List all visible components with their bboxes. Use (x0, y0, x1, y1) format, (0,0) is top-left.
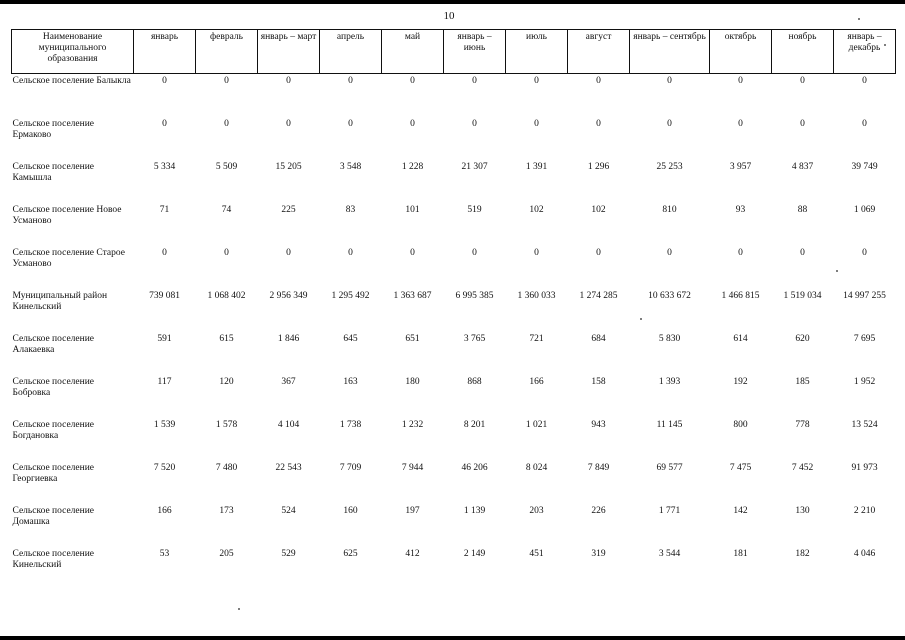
column-header-12: январь – декабрь (834, 30, 896, 74)
statistics-table (11, 29, 896, 590)
table-body (12, 74, 896, 591)
table-cell: 71 (159, 205, 170, 215)
table-cell: 529 (281, 549, 296, 559)
table-cell: 0 (348, 119, 353, 129)
municipality-name: Сельское поселение Алакаевка (12, 334, 95, 355)
table-cell: 0 (162, 119, 167, 129)
table-cell: 1 068 402 (207, 291, 246, 301)
table-cell: 8 024 (525, 463, 548, 473)
column-header-2: февраль (196, 30, 258, 74)
municipality-name: Сельское поселение Богдановка (12, 420, 95, 441)
table-cell: 0 (348, 76, 353, 86)
table-cell: 7 520 (153, 463, 176, 473)
table-cell: 166 (157, 506, 172, 516)
page-number: 10 (443, 10, 455, 22)
table-cell: 0 (862, 76, 867, 86)
table-cell: 160 (343, 506, 358, 516)
table-cell: 5 334 (153, 162, 176, 172)
table-cell: 4 104 (277, 420, 300, 430)
table-cell: 1 466 815 (721, 291, 760, 301)
table-row (12, 418, 896, 461)
table-cell: 25 253 (656, 162, 683, 172)
table-cell: 83 (345, 205, 356, 215)
table-cell: 158 (591, 377, 606, 387)
table-cell: 620 (795, 334, 810, 344)
column-header-5: май (382, 30, 444, 74)
table-cell: 3 548 (339, 162, 362, 172)
table-row (12, 117, 896, 160)
table-cell: 1 519 034 (783, 291, 822, 301)
table-row (12, 203, 896, 246)
table-cell: 0 (596, 76, 601, 86)
table-cell: 0 (596, 248, 601, 258)
table-cell: 21 307 (461, 162, 488, 172)
table-cell: 13 524 (851, 420, 878, 430)
table-cell: 0 (224, 119, 229, 129)
column-header-11: ноябрь (772, 30, 834, 74)
table-cell: 319 (591, 549, 606, 559)
table-row (12, 160, 896, 203)
table-cell: 1 295 492 (331, 291, 370, 301)
table-cell: 2 210 (853, 506, 876, 516)
table-cell: 739 081 (149, 291, 180, 301)
table-cell: 684 (591, 334, 606, 344)
table-cell: 69 577 (656, 463, 683, 473)
table-cell: 2 149 (463, 549, 486, 559)
column-header-name: Наименование муниципального образования (12, 30, 134, 74)
column-header-1: январь (134, 30, 196, 74)
table-cell: 367 (281, 377, 296, 387)
table-cell: 1 952 (853, 377, 876, 387)
table-cell: 180 (405, 377, 420, 387)
column-header-10: октябрь (710, 30, 772, 74)
table-cell: 93 (735, 205, 746, 215)
table-row (12, 375, 896, 418)
table-cell: 0 (800, 248, 805, 258)
table-cell: 451 (529, 549, 544, 559)
municipality-name: Сельское поселение Кинельский (12, 549, 95, 570)
municipality-name: Муниципальный район Кинельский (12, 291, 108, 312)
table-cell: 39 749 (851, 162, 878, 172)
table-cell: 0 (534, 248, 539, 258)
table-cell: 0 (534, 119, 539, 129)
header-row (12, 30, 896, 74)
table-cell: 5 830 (658, 334, 681, 344)
table-cell: 1 363 687 (393, 291, 432, 301)
table-cell: 0 (410, 76, 415, 86)
table-cell: 778 (795, 420, 810, 430)
table-cell: 0 (800, 76, 805, 86)
table-cell: 0 (800, 119, 805, 129)
table-row (12, 547, 896, 590)
table-cell: 0 (286, 76, 291, 86)
table-cell: 1 021 (525, 420, 548, 430)
column-header-4: апрель (320, 30, 382, 74)
table-row (12, 332, 896, 375)
table-cell: 7 452 (791, 463, 814, 473)
table-cell: 7 480 (215, 463, 238, 473)
table-cell: 0 (348, 248, 353, 258)
table-row (12, 504, 896, 547)
table-cell: 1 391 (525, 162, 548, 172)
municipality-name: Сельское поселение Бобровка (12, 377, 95, 398)
table-cell: 0 (472, 119, 477, 129)
column-header-7: июль (506, 30, 568, 74)
column-header-9: январь – сентябрь (630, 30, 710, 74)
table-cell: 721 (529, 334, 544, 344)
table-cell: 0 (738, 119, 743, 129)
table-header (12, 30, 896, 74)
table-cell: 0 (410, 248, 415, 258)
table-cell: 0 (410, 119, 415, 129)
table-cell: 22 543 (275, 463, 302, 473)
table-cell: 0 (667, 76, 672, 86)
table-cell: 53 (159, 549, 170, 559)
table-cell: 0 (472, 76, 477, 86)
table-cell: 46 206 (461, 463, 488, 473)
table-cell: 0 (472, 248, 477, 258)
scan-speck (238, 608, 240, 610)
table-cell: 810 (662, 205, 677, 215)
table-cell: 101 (405, 205, 420, 215)
table-cell: 197 (405, 506, 420, 516)
table-row (12, 289, 896, 332)
table-cell: 1 232 (401, 420, 424, 430)
table-cell: 185 (795, 377, 810, 387)
table-cell: 74 (221, 205, 232, 215)
table-cell: 0 (534, 76, 539, 86)
table-cell: 0 (862, 119, 867, 129)
table-cell: 8 201 (463, 420, 486, 430)
table-row (12, 74, 896, 118)
table-cell: 88 (797, 205, 808, 215)
table-cell: 15 205 (275, 162, 302, 172)
table-cell: 0 (162, 76, 167, 86)
table-cell: 91 973 (851, 463, 878, 473)
table-cell: 130 (795, 506, 810, 516)
table-cell: 0 (862, 248, 867, 258)
table-cell: 181 (733, 549, 748, 559)
municipality-name: Сельское поселение Балыкла (12, 76, 131, 86)
table-row (12, 246, 896, 289)
column-header-6: январь – июнь (444, 30, 506, 74)
table-cell: 591 (157, 334, 172, 344)
column-header-3: январь – март (258, 30, 320, 74)
table-cell: 0 (224, 248, 229, 258)
table-row (12, 461, 896, 504)
table-cell: 173 (219, 506, 234, 516)
table-cell: 3 957 (729, 162, 752, 172)
table-cell: 519 (467, 205, 482, 215)
table-cell: 0 (667, 248, 672, 258)
municipality-name: Сельское поселение Георгиевка (12, 463, 95, 484)
table-cell: 142 (733, 506, 748, 516)
table-cell: 166 (529, 377, 544, 387)
table-cell: 225 (281, 205, 296, 215)
table-cell: 1 771 (658, 506, 681, 516)
table-cell: 102 (591, 205, 606, 215)
table-cell: 4 837 (791, 162, 814, 172)
table-cell: 1 846 (277, 334, 300, 344)
table-cell: 7 475 (729, 463, 752, 473)
table-cell: 868 (467, 377, 482, 387)
table-cell: 7 849 (587, 463, 610, 473)
table-cell: 1 139 (463, 506, 486, 516)
scan-speck (858, 18, 860, 20)
table-cell: 163 (343, 377, 358, 387)
municipality-name: Сельское поселение Домашка (12, 506, 95, 527)
municipality-name: Сельское поселение Новое Усманово (12, 205, 122, 226)
table-cell: 1 738 (339, 420, 362, 430)
scan-edge-bottom (0, 636, 905, 640)
table-cell: 0 (667, 119, 672, 129)
table-cell: 117 (157, 377, 172, 387)
table-cell: 10 633 672 (648, 291, 691, 301)
table-cell: 226 (591, 506, 606, 516)
table-cell: 7 944 (401, 463, 424, 473)
table-cell: 14 997 255 (843, 291, 886, 301)
table-cell: 0 (162, 248, 167, 258)
table-cell: 3 544 (658, 549, 681, 559)
table-cell: 943 (591, 420, 606, 430)
table-cell: 524 (281, 506, 296, 516)
table-cell: 800 (733, 420, 748, 430)
table-cell: 182 (795, 549, 810, 559)
table-cell: 2 956 349 (269, 291, 308, 301)
table-cell: 1 578 (215, 420, 238, 430)
table-cell: 651 (405, 334, 420, 344)
table-cell: 7 709 (339, 463, 362, 473)
table-cell: 102 (529, 205, 544, 215)
table-cell: 7 695 (853, 334, 876, 344)
municipality-name: Сельское поселение Камышла (12, 162, 95, 183)
table-cell: 625 (343, 549, 358, 559)
table-cell: 0 (286, 248, 291, 258)
table-cell: 645 (343, 334, 358, 344)
table-cell: 1 274 285 (579, 291, 618, 301)
table-cell: 412 (405, 549, 420, 559)
scan-edge-top (0, 0, 905, 4)
table-cell: 0 (738, 76, 743, 86)
table-cell: 1 296 (587, 162, 610, 172)
table-cell: 5 509 (215, 162, 238, 172)
table-cell: 3 765 (463, 334, 486, 344)
column-header-8: август (568, 30, 630, 74)
table-cell: 1 393 (658, 377, 681, 387)
table-cell: 1 228 (401, 162, 424, 172)
table-cell: 6 995 385 (455, 291, 494, 301)
table-cell: 0 (224, 76, 229, 86)
table-cell: 614 (733, 334, 748, 344)
table-cell: 0 (596, 119, 601, 129)
municipality-name: Сельское поселение Старое Усманово (12, 248, 125, 269)
table-cell: 0 (286, 119, 291, 129)
table-cell: 615 (219, 334, 234, 344)
table-cell: 192 (733, 377, 748, 387)
table-cell: 11 145 (656, 420, 683, 430)
table-cell: 205 (219, 549, 234, 559)
table-cell: 1 360 033 (517, 291, 556, 301)
table-cell: 1 069 (853, 205, 876, 215)
municipality-name: Сельское поселение Ермаково (12, 119, 95, 140)
table-cell: 203 (529, 506, 544, 516)
table-cell: 120 (219, 377, 234, 387)
table-cell: 0 (738, 248, 743, 258)
table-cell: 1 539 (153, 420, 176, 430)
table-cell: 4 046 (853, 549, 876, 559)
